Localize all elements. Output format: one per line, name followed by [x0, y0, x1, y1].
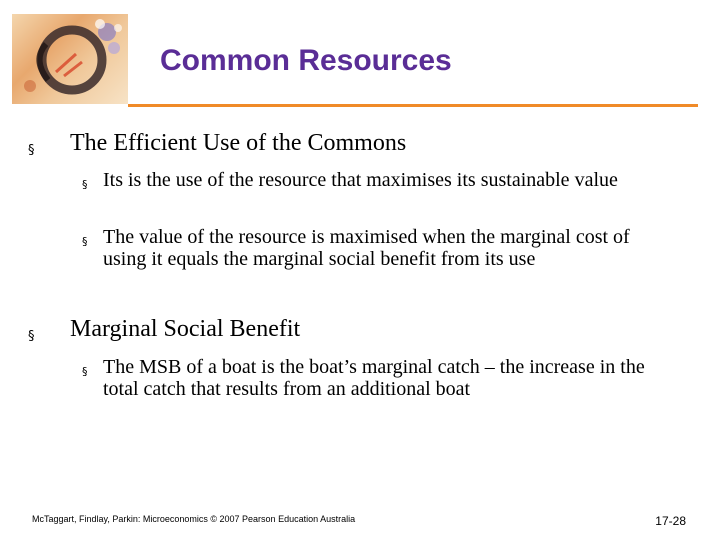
bullet-text: Marginal Social Benefit — [70, 316, 301, 342]
footer-citation: McTaggart, Findlay, Parkin: Microeconomics © 2007 Pearson Education Australia — [32, 514, 356, 524]
logo-icon — [12, 14, 128, 104]
bullet-marker: § — [28, 143, 35, 158]
slide-title: Common Resources — [160, 44, 452, 77]
bullet-text: The Efficient Use of the Commons — [70, 130, 407, 156]
title-underline — [128, 104, 698, 107]
sub-bullet-text: Its is the use of the resource that maximises its sustainable value — [103, 169, 618, 191]
sub-bullet-text: The MSB of a boat is the boat’s marginal catch – the increase in the total catch that results from an additional boat — [103, 356, 645, 400]
sub-bullet-text: The value of the resource is maximised when the marginal cost of using it equals the marginal social benefit from its use — [103, 226, 630, 270]
sub-bullet-marker: § — [82, 365, 88, 378]
page-number: 17-28 — [655, 514, 686, 528]
sub-bullet-marker: § — [82, 178, 88, 191]
bullet-marker: § — [28, 329, 35, 344]
sub-bullet-marker: § — [82, 235, 88, 248]
